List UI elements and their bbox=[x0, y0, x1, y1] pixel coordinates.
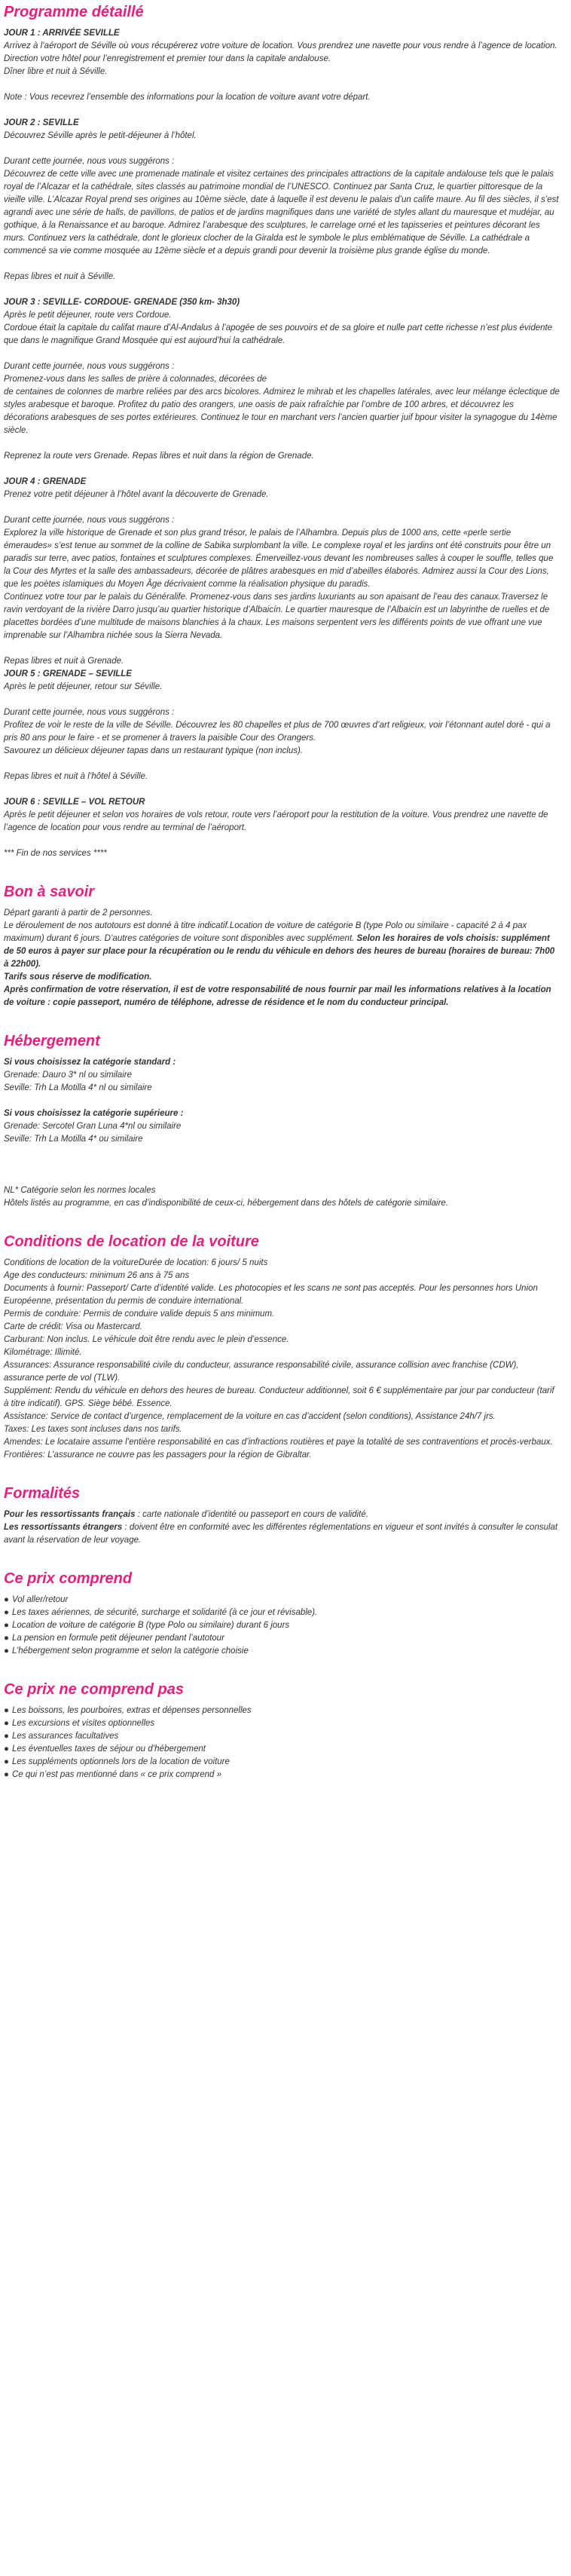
condition-line: Conditions de location de la voitureDurée de location: 6 jours/ 5 nuits bbox=[4, 1258, 268, 1267]
bold-text: Selon les horaires de vols choisis: supplément de 50 euros à payer sur place pour la récupération ou le rendu du véhicule en dehors des heures de bureau (horaires de bureau: 7h00 à 22h00). bbox=[4, 934, 557, 969]
bullet-icon: ● bbox=[4, 1621, 9, 1630]
list-item-text: Les excursions et visites optionnelles bbox=[11, 1719, 155, 1728]
paragraph bbox=[4, 91, 560, 104]
paragraph bbox=[4, 796, 560, 835]
heading-line: JOUR 1 : ARRIVÉE SEVILLE bbox=[4, 29, 120, 38]
text-line: Explorez la ville historique de Grenade et son plus grand trésor, le palais de l’Alhambra. Depuis plus de 1000 ans, cette «perle sertie émeraudes» s’est tenue au sommet de la colline de Sabika surplombant la ville. Le complexe royal et les jardins ont été construits pour être un paradis sur terre, avec patios, fontaines et sculptures complexes. Émerveillez-vous devant les nombreuses salles à couper le souffle, telles que la Cour des Myrtes et la salle des ambassadeurs, décorée de plâtres arabesques en mid d’abeilles élaborés. Admirez aussi la Cour des Lions, que les poètes islamiques du Moyen Âge décrivaient comme la réalisation physique du paradis. bbox=[4, 528, 556, 589]
condition-line: Documents à fournir: Passeport/ Carte d’identité valide. Les photocopies et les scans ne sont pas acceptés. Pour les personnes hors Union Européenne, présentation du permis de conduire international. bbox=[4, 1284, 541, 1306]
condition-line: Carte de crédit: Visa ou Mastercard. bbox=[4, 1322, 142, 1331]
text-line: Direction votre hôtel pour l’enregistrement et premier tour dans la capitale andalouse. bbox=[4, 54, 331, 63]
bullet-icon: ● bbox=[4, 1706, 9, 1715]
section-hebergement bbox=[4, 1032, 560, 1210]
paragraph bbox=[4, 847, 560, 860]
section-prix-ne-comprend bbox=[4, 1680, 560, 1781]
text-line: Continuez votre tour par le palais du Généralife. Promenez-vous dans ses jardins luxuriants au son apaisant de l’eau des canaux.Traversez le ravin verdoyant de la rivière Darro jusqu’au quartier historique d’Albaicín. Le quartier mauresque de l’Albaicín est un labyrinthe de ruelles et de placettes bordées d’une multitude de maisons blanchies à la chaux. Les maisons serpentent vers les différents points de vue offrant une vue imprenable sur l’Alhambra nichée sous la Sierra Nevada. bbox=[4, 593, 552, 640]
hebergement-blocks bbox=[4, 1056, 560, 1210]
text-line: Profitez de voir le reste de la ville de Séville. Découvrez les 80 chapelles et plus de 700 œuvres d’art religieux, voir l’étonnant autel doré - qui a pris 80 ans pour le faire - et se promener à travers la paisible Cour des Orangers. bbox=[4, 721, 553, 743]
text-line: Découvrez Séville après le petit-déjeuner à l’hôtel. bbox=[4, 131, 197, 140]
section-formalites bbox=[4, 1484, 560, 1547]
text-line: Repas libres et nuit à Grenade. bbox=[4, 657, 124, 666]
condition-line: Frontières: L’assurance ne couvre pas les passagers pour la région de Gibraltar. bbox=[4, 1450, 312, 1460]
paragraph bbox=[4, 296, 560, 348]
text-line: Repas libres et nuit à l’hôtel à Séville. bbox=[4, 772, 148, 781]
section-bon-a-savoir bbox=[4, 883, 560, 1009]
text-line: Prenez votre petit déjeuner à l’hôtel avant la découverte de Grenade. bbox=[4, 490, 269, 499]
paragraph bbox=[4, 1521, 560, 1547]
section-title: Bon à savoir bbox=[4, 884, 95, 900]
condition-line: Kilométrage: Illimité. bbox=[4, 1348, 82, 1357]
paragraph bbox=[4, 706, 560, 758]
programme-blocks bbox=[4, 27, 563, 860]
list-item bbox=[4, 1645, 560, 1658]
section-prix-comprend bbox=[4, 1570, 560, 1658]
text-line: Découvrez de cette ville avec une promenade matinale et visitez certaines des principales attractions de la capitale andalouse tels que le palais royal de l’Alcazar et la cathédrale, sites classés au patrimoine mondial de l’UNESCO. Continuez par Santa Cruz, le quartier pittoresque de la vieille ville. L’Alcazar Royal prend ses origines au 10ème siècle, date à laquelle il est devenu le palais d’un calife maure. Au fil des siècles, il s’est agrandi avec une série de halls, de pavillons, de patios et de jardins magnifiques dans une variété de styles allant du mauresque et mudéjar, au gothique, à la Renaissance et au baroque. Admirez l’arabesque des sculptures, le carrelage orné et les tapisseries et peintures décorant les murs. Continuez vers la cathédrale, dont le glorieux clocher de la Giralda est le symbole le plus emblématique de Séville. La cathédrale a commencé sa vie comme mosquée au 12ème siècle et a depuis grandi pour devenir la troisième plus grande église du monde. bbox=[4, 170, 561, 256]
section-title: Formalités bbox=[4, 1485, 81, 1502]
section-title: Programme détaillé bbox=[4, 4, 144, 20]
paragraph bbox=[4, 655, 560, 694]
text-run: : doivent être en conformité avec les différentes réglementations en vigueur et sont invités à consulter le consulat avant la réservation de leur voyage. bbox=[4, 1523, 560, 1545]
list-item bbox=[4, 1607, 560, 1619]
paragraph bbox=[4, 971, 560, 984]
heading-line: JOUR 4 : GRENADE bbox=[4, 477, 87, 486]
text-line: Après le petit déjeuner, route vers Cordoue. bbox=[4, 311, 172, 320]
list-item bbox=[4, 1717, 560, 1730]
text-line: Grenade: Dauro 3* nl ou similaire bbox=[4, 1071, 133, 1080]
text-line: de centaines de colonnes de marbre reliées par des arcs bicolores. Admirez le mihrab et les chapelles latérales, avec leur mélange éclectique de styles arabesque et baroque. Profitez du patio des orangers, une oasis de paix rafraîchie par l’ombre de 100 arbres, et découvrez les décorations arabesques de ses portes extérieures. Continuez le tour en marchant vers l’ancien quartier juif bpour visiter la synagogue du 14ème siècle. bbox=[4, 387, 563, 435]
text-line: Durant cette journée, nous vous suggérons : bbox=[4, 516, 175, 525]
list-item bbox=[4, 1743, 560, 1756]
paragraph bbox=[4, 117, 560, 142]
section-programme bbox=[4, 3, 563, 860]
text-run: Le déroulement de nos autotours est donné à titre indicatif.Location de voiture de catégorie B (type Polo ou similaire - capacité 2 à 4 pax maximum) durant 6 jours. D’autres catégories de voiture sont disponibles avec supplément. bbox=[4, 921, 530, 943]
bullet-icon: ● bbox=[4, 1646, 9, 1656]
condition-line: Supplément: Rendu du véhicule en dehors des heures de bureau. Conducteur additionnel, soit 6 € supplémentaire par jour par conducteur (tarif à titre indicatif). GPS. Siège bébé. Essence. bbox=[4, 1386, 557, 1408]
bullet-icon: ● bbox=[4, 1770, 9, 1779]
text-line: Reprenez la route vers Grenade. Repas libres et nuit dans la région de Grenade. bbox=[4, 452, 314, 461]
list-item-text: Les taxes aériennes, de sécurité, surcharge et solidarité (à ce jour et révisable). bbox=[11, 1608, 318, 1617]
list-item-text: Ce qui n’est pas mentionné dans « ce prix comprend » bbox=[11, 1770, 222, 1779]
condition-line: Assistance: Service de contact d’urgence, remplacement de la voiture en cas d’accident (selon conditions), Assistance 24h/7 jrs. bbox=[4, 1412, 496, 1421]
text-line: Après le petit déjeuner, retour sur Séville. bbox=[4, 682, 163, 691]
condition-line: Amendes: Le locataire assume l’entière responsabilité en cas d’infractions routières et paye la totalité de ses contraventions et procès-verbaux. bbox=[4, 1438, 553, 1447]
bullet-icon: ● bbox=[4, 1634, 9, 1643]
text-line: Repas libres et nuit à Séville. bbox=[4, 272, 116, 281]
formalites-paragraphs bbox=[4, 1509, 560, 1547]
bold-text: Les ressortissants étrangers bbox=[4, 1523, 123, 1532]
list-item-text: Vol aller/retour bbox=[11, 1595, 69, 1604]
heading-line: JOUR 2 : SEVILLE bbox=[4, 118, 79, 127]
heading-line: JOUR 3 : SEVILLE- CORDOUE- GRENADE (350 km- 3h30) bbox=[4, 298, 240, 307]
paragraph bbox=[4, 27, 560, 78]
conditions-list bbox=[4, 1257, 560, 1462]
included-list bbox=[4, 1594, 560, 1658]
heading-line: Si vous choisissez la catégorie supérieure : bbox=[4, 1109, 184, 1118]
text-line: Cordoue était la capitale du califat maure d’Al-Andalus à l’apogée de ses pouvoirs et de sa gloire et nulle part cette richesse n’est plus évidente que dans le magnifique Grand Mosquée qui est aujourd’hui la cathédrale. bbox=[4, 323, 555, 345]
list-item bbox=[4, 1769, 560, 1781]
bullet-icon: ● bbox=[4, 1744, 9, 1754]
list-item-text: Les suppléments optionnels lors de la location de voiture bbox=[11, 1757, 230, 1766]
bullet-icon: ● bbox=[4, 1732, 9, 1741]
text-line: Promenez-vous dans les salles de prière à colonnades, décorées de bbox=[4, 375, 267, 384]
text-run: Départ garanti à partir de 2 personnes. bbox=[4, 908, 153, 917]
list-item-text: Les boissons, les pourboires, extras et dépenses personnelles bbox=[11, 1706, 252, 1715]
bullet-icon: ● bbox=[4, 1595, 9, 1604]
paragraph bbox=[4, 476, 560, 501]
section-title: Hébergement bbox=[4, 1033, 100, 1049]
condition-line: Permis de conduire: Permis de conduire valide depuis 5 ans minimum. bbox=[4, 1309, 275, 1319]
text-line: Durant cette journée, nous vous suggérons : bbox=[4, 708, 175, 717]
condition-line: Assurances: Assurance responsabilité civile du conducteur, assurance responsabilité civile, assurance collision avec franchise (CDW), assurance perte de vol (TLW). bbox=[4, 1361, 521, 1383]
condition-line: Taxes: Les taxes sont incluses dans nos tarifs. bbox=[4, 1425, 182, 1434]
text-line: Grenade: Sercotel Gran Luna 4*nl ou similaire bbox=[4, 1122, 182, 1131]
list-item bbox=[4, 1619, 560, 1632]
list-item-text: Les assurances facultatives bbox=[11, 1732, 119, 1741]
bold-text: Après confirmation de votre réservation, il est de votre responsabilité de nous fournir par mail les informations relatives à la location de voiture : copie passeport, numéro de téléphone, adresse de résidence et le nom du conducteur principal. bbox=[4, 985, 554, 1007]
text-line: Savourez un délicieux déjeuner tapas dans un restaurant typique (non inclus). bbox=[4, 746, 303, 755]
paragraph bbox=[4, 450, 560, 463]
text-line: Dîner libre et nuit à Séville. bbox=[4, 67, 108, 76]
condition-line: Age des conducteurs: minimum 26 ans à 75 ans bbox=[4, 1271, 190, 1280]
text-line: Seville: Trh La Motilla 4* ou similaire bbox=[4, 1135, 143, 1144]
list-item bbox=[4, 1594, 560, 1607]
list-item-text: L’hébergement selon programme et selon la catégorie choisie bbox=[11, 1646, 249, 1656]
list-item-text: Les éventuelles taxes de séjour ou d’hébergement bbox=[11, 1744, 206, 1754]
text-line: Après le petit déjeuner et selon vos horaires de vols retour, route vers l’aéroport pour la restitution de la voiture. Vous prendrez une navette de l’agence de location pour vous rendre au terminal de l’aéroport. bbox=[4, 810, 551, 832]
bullet-icon: ● bbox=[4, 1757, 9, 1766]
bold-text: Pour les ressortissants français bbox=[4, 1510, 136, 1519]
bon-a-savoir-paragraphs bbox=[4, 907, 560, 1009]
paragraph bbox=[4, 360, 563, 437]
paragraph bbox=[4, 1509, 560, 1521]
paragraph bbox=[4, 514, 560, 642]
paragraph bbox=[4, 155, 560, 258]
text-line: NL* Catégorie selon les normes locales bbox=[4, 1186, 156, 1195]
heading-line: JOUR 6 : SEVILLE – VOL RETOUR bbox=[4, 798, 145, 807]
text-line: Hôtels listés au programme, en cas d’indisponibilité de ceux-ci, hébergement dans des hôtels de catégorie similaire. bbox=[4, 1199, 449, 1208]
section-title: Conditions de location de la voiture bbox=[4, 1233, 259, 1250]
bold-text: Tarifs sous réserve de modification. bbox=[4, 973, 152, 982]
list-item bbox=[4, 1730, 560, 1743]
paragraph bbox=[4, 984, 560, 1009]
list-item bbox=[4, 1705, 560, 1717]
text-line: *** Fin de nos services **** bbox=[4, 849, 107, 858]
section-title: Ce prix comprend bbox=[4, 1570, 133, 1587]
list-item-text: Location de voiture de catégorie B (type Polo ou similaire) durant 6 jours bbox=[11, 1621, 290, 1630]
list-item-text: La pension en formule petit déjeuner pendant l’autotour bbox=[11, 1634, 224, 1643]
excluded-list bbox=[4, 1705, 560, 1781]
text-line: Seville: Trh La Motilla 4* nl ou similaire bbox=[4, 1083, 152, 1092]
bullet-icon: ● bbox=[4, 1608, 9, 1617]
text-run: : carte nationale d’identité ou passeport en cours de validité. bbox=[135, 1510, 368, 1519]
section-title: Ce prix ne comprend pas bbox=[4, 1681, 184, 1698]
paragraph bbox=[4, 1184, 560, 1210]
paragraph bbox=[4, 920, 560, 971]
paragraph bbox=[4, 770, 560, 783]
section-conditions bbox=[4, 1233, 560, 1462]
text-line: Arrivez à l’aéroport de Séville où vous récupérerez votre voiture de location. Vous prendrez une navette pour vous rendre à l’agence de location. bbox=[4, 41, 557, 51]
condition-line: Carburant: Non inclus. Le véhicule doit être rendu avec le plein d’essence. bbox=[4, 1335, 289, 1344]
list-item bbox=[4, 1632, 560, 1645]
paragraph bbox=[4, 907, 560, 920]
list-item bbox=[4, 1756, 560, 1769]
text-line: Durant cette journée, nous vous suggérons : bbox=[4, 157, 175, 166]
paragraph bbox=[4, 1056, 560, 1095]
heading-line: JOUR 5 : GRENADE – SEVILLE bbox=[4, 669, 132, 678]
paragraph bbox=[4, 271, 560, 283]
paragraph bbox=[4, 1159, 560, 1172]
text-line: Durant cette journée, nous vous suggérons : bbox=[4, 362, 175, 371]
text-line: Note : Vous recevrez l’ensemble des informations pour la location de voiture avant votre départ. bbox=[4, 93, 371, 102]
bullet-icon: ● bbox=[4, 1719, 9, 1728]
paragraph bbox=[4, 1107, 560, 1146]
heading-line: Si vous choisissez la catégorie standard : bbox=[4, 1058, 176, 1067]
